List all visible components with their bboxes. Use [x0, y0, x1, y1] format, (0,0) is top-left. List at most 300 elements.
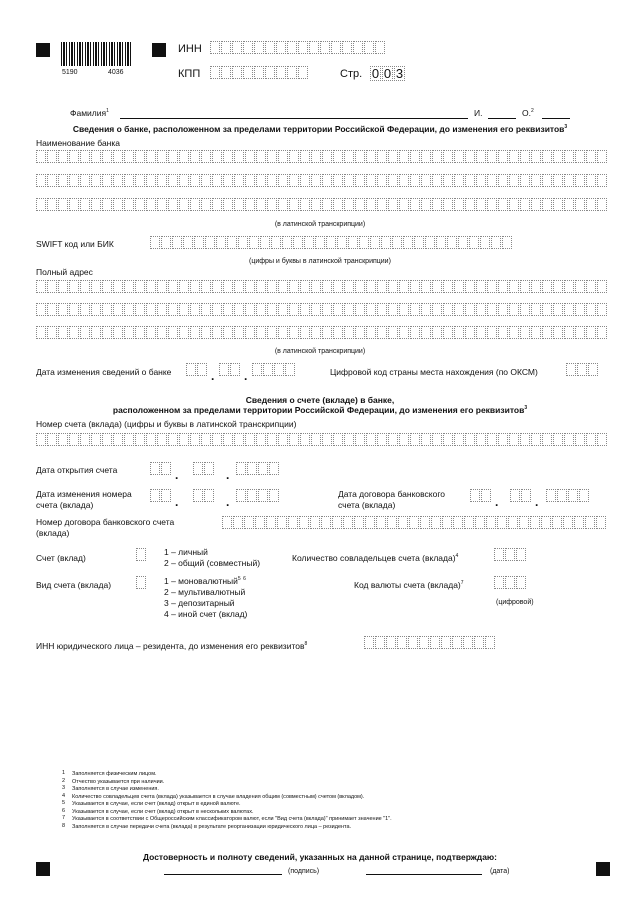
input-cell[interactable]: [366, 303, 376, 316]
input-cell[interactable]: [223, 174, 233, 187]
input-cell[interactable]: [355, 150, 365, 163]
input-cell[interactable]: [452, 636, 462, 649]
input-cell[interactable]: [80, 303, 90, 316]
input-cell[interactable]: [287, 66, 297, 79]
input-cell[interactable]: [366, 433, 376, 446]
input-cell[interactable]: [245, 280, 255, 293]
input-cell[interactable]: [359, 236, 369, 249]
input-cell[interactable]: [311, 433, 321, 446]
input-cell[interactable]: [476, 150, 486, 163]
input-cell[interactable]: [421, 303, 431, 316]
input-cell[interactable]: [300, 280, 310, 293]
address-row-3[interactable]: [36, 326, 608, 339]
input-cell[interactable]: [344, 174, 354, 187]
input-cell[interactable]: [564, 280, 574, 293]
input-cell[interactable]: [201, 303, 211, 316]
input-cell[interactable]: [146, 303, 156, 316]
input-cell[interactable]: [575, 303, 585, 316]
input-cell[interactable]: [135, 280, 145, 293]
input-cell[interactable]: [320, 41, 330, 54]
input-cell[interactable]: [564, 303, 574, 316]
input-cell[interactable]: [568, 489, 578, 502]
input-cell[interactable]: [222, 516, 232, 529]
input-cell[interactable]: [210, 66, 220, 79]
input-cell[interactable]: [135, 150, 145, 163]
input-cell[interactable]: [212, 150, 222, 163]
input-cell[interactable]: [414, 236, 424, 249]
open-date-month[interactable]: [193, 462, 215, 475]
input-cell[interactable]: [454, 433, 464, 446]
input-cell[interactable]: [221, 41, 231, 54]
currency-code-field[interactable]: [494, 576, 527, 589]
input-cell[interactable]: [388, 198, 398, 211]
input-cell[interactable]: [470, 489, 480, 502]
input-cell[interactable]: [355, 303, 365, 316]
input-cell[interactable]: [47, 198, 57, 211]
input-cell[interactable]: [311, 174, 321, 187]
input-cell[interactable]: [69, 303, 79, 316]
input-cell[interactable]: [344, 198, 354, 211]
input-cell[interactable]: [486, 516, 496, 529]
input-cell[interactable]: [276, 66, 286, 79]
input-cell[interactable]: [36, 280, 46, 293]
input-cell[interactable]: [546, 489, 556, 502]
input-cell[interactable]: [442, 516, 452, 529]
input-cell[interactable]: [256, 174, 266, 187]
input-cell[interactable]: [58, 303, 68, 316]
input-cell[interactable]: [223, 433, 233, 446]
input-cell[interactable]: [210, 41, 220, 54]
change-number-day[interactable]: [150, 489, 172, 502]
input-cell[interactable]: [377, 280, 387, 293]
input-cell[interactable]: [179, 174, 189, 187]
input-cell[interactable]: [186, 363, 196, 376]
input-cell[interactable]: [366, 280, 376, 293]
input-cell[interactable]: [205, 236, 215, 249]
input-cell[interactable]: [377, 198, 387, 211]
input-cell[interactable]: [575, 150, 585, 163]
input-cell[interactable]: [236, 462, 246, 475]
input-cell[interactable]: [557, 489, 567, 502]
input-cell[interactable]: [520, 326, 530, 339]
input-cell[interactable]: [377, 433, 387, 446]
input-cell[interactable]: [234, 174, 244, 187]
input-cell[interactable]: [267, 198, 277, 211]
input-cell[interactable]: [454, 150, 464, 163]
input-cell[interactable]: [575, 280, 585, 293]
input-cell[interactable]: [399, 150, 409, 163]
input-cell[interactable]: [377, 303, 387, 316]
input-cell[interactable]: [399, 280, 409, 293]
input-cell[interactable]: [238, 236, 248, 249]
input-cell[interactable]: [542, 303, 552, 316]
address-row-1[interactable]: [36, 280, 608, 293]
input-cell[interactable]: [102, 326, 112, 339]
input-cell[interactable]: [212, 198, 222, 211]
input-cell[interactable]: [388, 303, 398, 316]
input-cell[interactable]: [332, 516, 342, 529]
input-cell[interactable]: [487, 198, 497, 211]
input-cell[interactable]: [505, 548, 515, 561]
input-cell[interactable]: [124, 150, 134, 163]
input-cell[interactable]: [425, 236, 435, 249]
input-cell[interactable]: [520, 433, 530, 446]
input-cell[interactable]: [232, 41, 242, 54]
input-cell[interactable]: [135, 326, 145, 339]
input-cell[interactable]: [146, 198, 156, 211]
input-cell[interactable]: [245, 174, 255, 187]
input-cell[interactable]: [256, 303, 266, 316]
input-cell[interactable]: [172, 236, 182, 249]
input-cell[interactable]: [586, 303, 596, 316]
input-cell[interactable]: [267, 326, 277, 339]
open-date-day[interactable]: [150, 462, 172, 475]
input-cell[interactable]: [498, 150, 508, 163]
input-cell[interactable]: [521, 489, 531, 502]
input-cell[interactable]: [102, 280, 112, 293]
input-cell[interactable]: [510, 489, 520, 502]
input-cell[interactable]: [430, 636, 440, 649]
input-cell[interactable]: [541, 516, 551, 529]
input-cell[interactable]: [597, 198, 607, 211]
input-cell[interactable]: [47, 433, 57, 446]
input-cell[interactable]: [410, 326, 420, 339]
input-cell[interactable]: [267, 174, 277, 187]
input-cell[interactable]: [410, 280, 420, 293]
input-cell[interactable]: [258, 462, 268, 475]
input-cell[interactable]: [597, 174, 607, 187]
input-cell[interactable]: [355, 326, 365, 339]
input-cell[interactable]: [282, 236, 292, 249]
input-cell[interactable]: [597, 433, 607, 446]
input-cell[interactable]: [487, 150, 497, 163]
input-cell[interactable]: [190, 198, 200, 211]
input-cell[interactable]: [579, 489, 589, 502]
input-cell[interactable]: [553, 280, 563, 293]
input-cell[interactable]: [80, 326, 90, 339]
input-cell[interactable]: [443, 326, 453, 339]
input-cell[interactable]: [36, 326, 46, 339]
input-cell[interactable]: [432, 198, 442, 211]
input-cell[interactable]: [150, 236, 160, 249]
input-cell[interactable]: [476, 303, 486, 316]
input-cell[interactable]: [443, 150, 453, 163]
input-cell[interactable]: [597, 280, 607, 293]
input-cell[interactable]: [157, 280, 167, 293]
input-cell[interactable]: [157, 303, 167, 316]
input-cell[interactable]: [465, 433, 475, 446]
input-cell[interactable]: [274, 363, 284, 376]
input-cell[interactable]: [80, 174, 90, 187]
input-cell[interactable]: [311, 198, 321, 211]
input-cell[interactable]: [267, 280, 277, 293]
input-cell[interactable]: [247, 462, 257, 475]
input-cell[interactable]: [256, 326, 266, 339]
input-cell[interactable]: [80, 198, 90, 211]
input-cell[interactable]: [566, 363, 576, 376]
input-cell[interactable]: [399, 174, 409, 187]
input-cell[interactable]: [421, 280, 431, 293]
input-cell[interactable]: [333, 303, 343, 316]
input-cell[interactable]: [245, 150, 255, 163]
input-cell[interactable]: [135, 433, 145, 446]
input-cell[interactable]: [553, 198, 563, 211]
input-cell[interactable]: [386, 636, 396, 649]
input-cell[interactable]: [136, 576, 146, 589]
input-cell[interactable]: [278, 433, 288, 446]
input-cell[interactable]: [542, 150, 552, 163]
input-cell[interactable]: [333, 433, 343, 446]
input-cell[interactable]: [465, 280, 475, 293]
input-cell[interactable]: [113, 303, 123, 316]
input-cell[interactable]: [343, 516, 353, 529]
contract-date-day[interactable]: [470, 489, 492, 502]
input-cell[interactable]: [233, 516, 243, 529]
input-cell[interactable]: [487, 326, 497, 339]
input-cell[interactable]: [69, 433, 79, 446]
input-cell[interactable]: [315, 236, 325, 249]
input-cell[interactable]: [364, 636, 374, 649]
input-cell[interactable]: [47, 280, 57, 293]
input-cell[interactable]: [410, 303, 420, 316]
input-cell[interactable]: [289, 174, 299, 187]
input-cell[interactable]: [212, 174, 222, 187]
input-cell[interactable]: [333, 150, 343, 163]
input-cell[interactable]: [289, 150, 299, 163]
input-cell[interactable]: [498, 280, 508, 293]
input-cell[interactable]: [509, 198, 519, 211]
input-cell[interactable]: [509, 433, 519, 446]
input-cell[interactable]: [542, 174, 552, 187]
account-kind-field[interactable]: [136, 548, 147, 561]
input-cell[interactable]: [269, 489, 279, 502]
input-cell[interactable]: [553, 326, 563, 339]
input-cell[interactable]: [236, 489, 246, 502]
input-cell[interactable]: [387, 516, 397, 529]
input-cell[interactable]: [520, 303, 530, 316]
input-cell[interactable]: [366, 174, 376, 187]
input-cell[interactable]: [113, 174, 123, 187]
input-cell[interactable]: [465, 150, 475, 163]
input-cell[interactable]: [310, 516, 320, 529]
input-cell[interactable]: [245, 303, 255, 316]
input-cell[interactable]: [531, 150, 541, 163]
input-cell[interactable]: [398, 516, 408, 529]
input-cell[interactable]: [168, 433, 178, 446]
input-cell[interactable]: [441, 636, 451, 649]
input-cell[interactable]: [179, 280, 189, 293]
input-cell[interactable]: [102, 150, 112, 163]
input-cell[interactable]: [36, 174, 46, 187]
input-cell[interactable]: [278, 150, 288, 163]
input-cell[interactable]: [355, 174, 365, 187]
input-cell[interactable]: [458, 236, 468, 249]
input-cell[interactable]: [564, 198, 574, 211]
input-cell[interactable]: [397, 636, 407, 649]
input-cell[interactable]: [531, 303, 541, 316]
input-cell[interactable]: [58, 150, 68, 163]
input-cell[interactable]: [577, 363, 587, 376]
signature-field[interactable]: [164, 874, 282, 875]
input-cell[interactable]: [322, 198, 332, 211]
input-cell[interactable]: [230, 363, 240, 376]
input-cell[interactable]: [285, 363, 295, 376]
input-cell[interactable]: [267, 150, 277, 163]
input-cell[interactable]: [508, 516, 518, 529]
input-cell[interactable]: [333, 280, 343, 293]
name-initial-field[interactable]: [488, 118, 516, 119]
input-cell[interactable]: [498, 433, 508, 446]
input-cell[interactable]: [234, 198, 244, 211]
input-cell[interactable]: [216, 236, 226, 249]
input-cell[interactable]: [58, 174, 68, 187]
input-cell[interactable]: [221, 66, 231, 79]
input-cell[interactable]: [333, 326, 343, 339]
input-cell[interactable]: [47, 303, 57, 316]
input-cell[interactable]: [322, 303, 332, 316]
date-field[interactable]: [366, 874, 482, 875]
input-cell[interactable]: [520, 280, 530, 293]
input-cell[interactable]: [193, 462, 203, 475]
input-cell[interactable]: [254, 41, 264, 54]
input-cell[interactable]: [278, 326, 288, 339]
input-cell[interactable]: [520, 150, 530, 163]
input-cell[interactable]: [344, 303, 354, 316]
input-cell[interactable]: [289, 433, 299, 446]
input-cell[interactable]: [377, 326, 387, 339]
input-cell[interactable]: [276, 41, 286, 54]
input-cell[interactable]: [150, 462, 160, 475]
input-cell[interactable]: [552, 516, 562, 529]
input-cell[interactable]: [234, 280, 244, 293]
input-cell[interactable]: [542, 433, 552, 446]
input-cell[interactable]: [586, 280, 596, 293]
input-cell[interactable]: [212, 303, 222, 316]
input-cell[interactable]: [421, 150, 431, 163]
input-cell[interactable]: [326, 236, 336, 249]
input-cell[interactable]: [300, 433, 310, 446]
bank-name-row-3[interactable]: [36, 198, 608, 211]
input-cell[interactable]: [421, 433, 431, 446]
input-cell[interactable]: [487, 280, 497, 293]
input-cell[interactable]: [80, 433, 90, 446]
coowners-field[interactable]: [494, 548, 527, 561]
inn-field[interactable]: [210, 41, 386, 54]
input-cell[interactable]: [553, 150, 563, 163]
account-type-field[interactable]: [136, 576, 147, 589]
input-cell[interactable]: [300, 326, 310, 339]
input-cell[interactable]: [124, 326, 134, 339]
input-cell[interactable]: [311, 303, 321, 316]
input-cell[interactable]: [365, 516, 375, 529]
input-cell[interactable]: [322, 280, 332, 293]
input-cell[interactable]: [260, 236, 270, 249]
input-cell[interactable]: [300, 150, 310, 163]
input-cell[interactable]: [542, 280, 552, 293]
input-cell[interactable]: [256, 280, 266, 293]
change-number-year[interactable]: [236, 489, 280, 502]
input-cell[interactable]: [322, 174, 332, 187]
input-cell[interactable]: [293, 236, 303, 249]
input-cell[interactable]: [179, 303, 189, 316]
contract-number-field[interactable]: [222, 516, 607, 529]
input-cell[interactable]: [322, 433, 332, 446]
input-cell[interactable]: [243, 41, 253, 54]
input-cell[interactable]: [388, 326, 398, 339]
input-cell[interactable]: [256, 198, 266, 211]
input-cell[interactable]: [443, 433, 453, 446]
input-cell[interactable]: [289, 303, 299, 316]
input-cell[interactable]: [157, 433, 167, 446]
input-cell[interactable]: [419, 636, 429, 649]
input-cell[interactable]: [354, 516, 364, 529]
input-cell[interactable]: [113, 326, 123, 339]
input-cell[interactable]: [212, 326, 222, 339]
input-cell[interactable]: [530, 516, 540, 529]
input-cell[interactable]: [234, 326, 244, 339]
input-cell[interactable]: [256, 150, 266, 163]
input-cell[interactable]: [136, 548, 146, 561]
input-cell[interactable]: [342, 41, 352, 54]
input-cell[interactable]: [498, 198, 508, 211]
input-cell[interactable]: [197, 363, 207, 376]
input-cell[interactable]: [278, 280, 288, 293]
input-cell[interactable]: [288, 516, 298, 529]
input-cell[interactable]: [465, 198, 475, 211]
input-cell[interactable]: [91, 280, 101, 293]
input-cell[interactable]: [124, 433, 134, 446]
input-cell[interactable]: [421, 174, 431, 187]
input-cell[interactable]: [146, 150, 156, 163]
input-cell[interactable]: [420, 516, 430, 529]
input-cell[interactable]: [234, 303, 244, 316]
input-cell[interactable]: [474, 636, 484, 649]
input-cell[interactable]: [475, 516, 485, 529]
bank-name-row-2[interactable]: [36, 174, 608, 187]
input-cell[interactable]: [102, 433, 112, 446]
input-cell[interactable]: [47, 174, 57, 187]
input-cell[interactable]: [588, 363, 598, 376]
input-cell[interactable]: [464, 516, 474, 529]
input-cell[interactable]: [443, 280, 453, 293]
inn-legal-field[interactable]: [364, 636, 496, 649]
input-cell[interactable]: [58, 326, 68, 339]
input-cell[interactable]: [322, 150, 332, 163]
input-cell[interactable]: [364, 41, 374, 54]
input-cell[interactable]: [410, 174, 420, 187]
input-cell[interactable]: [190, 303, 200, 316]
input-cell[interactable]: [432, 280, 442, 293]
input-cell[interactable]: [344, 150, 354, 163]
input-cell[interactable]: [321, 516, 331, 529]
input-cell[interactable]: [201, 280, 211, 293]
contract-date-year[interactable]: [546, 489, 590, 502]
input-cell[interactable]: [69, 198, 79, 211]
input-cell[interactable]: [47, 150, 57, 163]
input-cell[interactable]: [399, 433, 409, 446]
input-cell[interactable]: [135, 198, 145, 211]
input-cell[interactable]: [453, 516, 463, 529]
input-cell[interactable]: [531, 433, 541, 446]
input-cell[interactable]: [69, 326, 79, 339]
input-cell[interactable]: [256, 433, 266, 446]
input-cell[interactable]: [245, 433, 255, 446]
input-cell[interactable]: [80, 280, 90, 293]
input-cell[interactable]: [309, 41, 319, 54]
input-cell[interactable]: [161, 236, 171, 249]
input-cell[interactable]: [421, 198, 431, 211]
input-cell[interactable]: [498, 303, 508, 316]
